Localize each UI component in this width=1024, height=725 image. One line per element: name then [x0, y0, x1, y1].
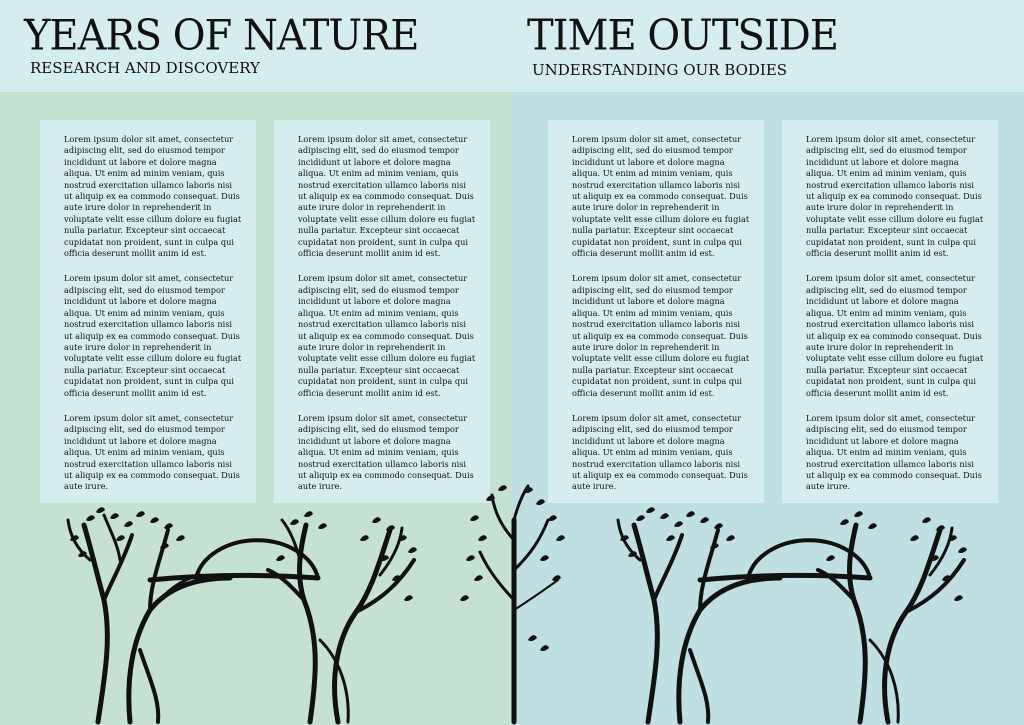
- text-column-2: [274, 120, 490, 503]
- paragraph: Lorem ipsum dolor sit amet, consectetur adipiscing elit, sed do eiusmod tempor incididunt ut labore et dolore magna aliqua. Ut enim ad minim veniam, quis nostrud exercitation ullamco laboris nisi ut aliquip ex ea commodo consequat. Duis aute irure dolor in reprehenderit in voluptate velit esse cillum dolore eu fugiat nulla pariatur. Excepteur sint occaecat cupidatat non proident, sunt in culpa qui officia deserunt mollit anim id est.: [806, 273, 984, 398]
- right-page-subtitle: UNDERSTANDING OUR BODIES: [532, 61, 788, 79]
- paragraph: Lorem ipsum dolor sit amet, consectetur adipiscing elit, sed do eiusmod tempor incididunt ut labore et dolore magna aliqua. Ut enim ad minim veniam, quis nostrud exercitation ullamco laboris nisi ut aliquip ex ea commodo consequat. Duis aute irure dolor in reprehenderit in voluptate velit esse cillum dolore eu fugiat nulla pariatur. Excepteur sint occaecat cupidatat non proident, sunt in culpa qui officia deserunt mollit anim id est.: [64, 273, 242, 398]
- right-scene-icon: [618, 507, 967, 722]
- paragraph: Lorem ipsum dolor sit amet, consectetur adipiscing elit, sed do eiusmod tempor incididunt ut labore et dolore magna aliqua. Ut enim ad minim veniam, quis nostrud exercitation ullamco laboris nisi ut aliquip ex ea commodo consequat. Duis aute irure.: [298, 412, 474, 492]
- paragraph: Lorem ipsum dolor sit amet, consectetur adipiscing elit, sed do eiusmod tempor incididunt ut labore et dolore magna aliqua. Ut enim ad minim veniam, quis nostrud exercitation ullamco laboris nisi ut aliquip ex ea commodo consequat. Duis aute irure.: [572, 412, 748, 492]
- text-column-4: [782, 120, 998, 503]
- paragraph: Lorem ipsum dolor sit amet, consectetur adipiscing elit, sed do eiusmod tempor incididunt ut labore et dolore magna aliqua. Ut enim ad minim veniam, quis nostrud exercitation ullamco laboris nisi ut aliquip ex ea commodo consequat. Duis aute irure dolor in reprehenderit in voluptate velit esse cillum dolore eu fugiat nulla pariatur. Excepteur sint occaecat cupidatat non proident, sunt in culpa qui officia deserunt mollit anim id est.: [806, 134, 984, 259]
- paragraph: Lorem ipsum dolor sit amet, consectetur adipiscing elit, sed do eiusmod tempor incididunt ut labore et dolore magna aliqua. Ut enim ad minim veniam, quis nostrud exercitation ullamco laboris nisi ut aliquip ex ea commodo consequat. Duis aute irure dolor in reprehenderit in voluptate velit esse cillum dolore eu fugiat nulla pariatur. Excepteur sint occaecat cupidatat non proident, sunt in culpa qui officia deserunt mollit anim id est.: [298, 134, 476, 259]
- left-page-subtitle: RESEARCH AND DISCOVERY: [30, 59, 260, 77]
- center-tree-icon: [460, 485, 565, 722]
- text-column-1: [40, 120, 256, 503]
- left-page-title: YEARS OF NATURE: [24, 11, 419, 61]
- trees-and-sun-icon: [0, 470, 1024, 725]
- paragraph: Lorem ipsum dolor sit amet, consectetur adipiscing elit, sed do eiusmod tempor incididunt ut labore et dolore magna aliqua. Ut enim ad minim veniam, quis nostrud exercitation ullamco laboris nisi ut aliquip ex ea commodo consequat. Duis aute irure dolor in reprehenderit in voluptate velit esse cillum dolore eu fugiat nulla pariatur. Excepteur sint occaecat cupidatat non proident, sunt in culpa qui officia deserunt mollit anim id est.: [298, 273, 476, 398]
- paragraph: Lorem ipsum dolor sit amet, consectetur adipiscing elit, sed do eiusmod tempor incididunt ut labore et dolore magna aliqua. Ut enim ad minim veniam, quis nostrud exercitation ullamco laboris nisi ut aliquip ex ea commodo consequat. Duis aute irure.: [806, 412, 982, 492]
- paragraph: Lorem ipsum dolor sit amet, consectetur adipiscing elit, sed do eiusmod tempor incididunt ut labore et dolore magna aliqua. Ut enim ad minim veniam, quis nostrud exercitation ullamco laboris nisi ut aliquip ex ea commodo consequat. Duis aute irure dolor in reprehenderit in voluptate velit esse cillum dolore eu fugiat nulla pariatur. Excepteur sint occaecat cupidatat non proident, sunt in culpa qui officia deserunt mollit anim id est.: [572, 273, 750, 398]
- paragraph: Lorem ipsum dolor sit amet, consectetur adipiscing elit, sed do eiusmod tempor incididunt ut labore et dolore magna aliqua. Ut enim ad minim veniam, quis nostrud exercitation ullamco laboris nisi ut aliquip ex ea commodo consequat. Duis aute irure dolor in reprehenderit in voluptate velit esse cillum dolore eu fugiat nulla pariatur. Excepteur sint occaecat cupidatat non proident, sunt in culpa qui officia deserunt mollit anim id est.: [64, 134, 242, 259]
- paragraph: Lorem ipsum dolor sit amet, consectetur adipiscing elit, sed do eiusmod tempor incididunt ut labore et dolore magna aliqua. Ut enim ad minim veniam, quis nostrud exercitation ullamco laboris nisi ut aliquip ex ea commodo consequat. Duis aute irure dolor in reprehenderit in voluptate velit esse cillum dolore eu fugiat nulla pariatur. Excepteur sint occaecat cupidatat non proident, sunt in culpa qui officia deserunt mollit anim id est.: [572, 134, 750, 259]
- text-column-3: [548, 120, 764, 503]
- right-page-title: TIME OUTSIDE: [527, 11, 839, 61]
- left-scene-icon: [68, 507, 417, 722]
- paragraph: Lorem ipsum dolor sit amet, consectetur adipiscing elit, sed do eiusmod tempor incididunt ut labore et dolore magna aliqua. Ut enim ad minim veniam, quis nostrud exercitation ullamco laboris nisi ut aliquip ex ea commodo consequat. Duis aute irure.: [64, 412, 240, 492]
